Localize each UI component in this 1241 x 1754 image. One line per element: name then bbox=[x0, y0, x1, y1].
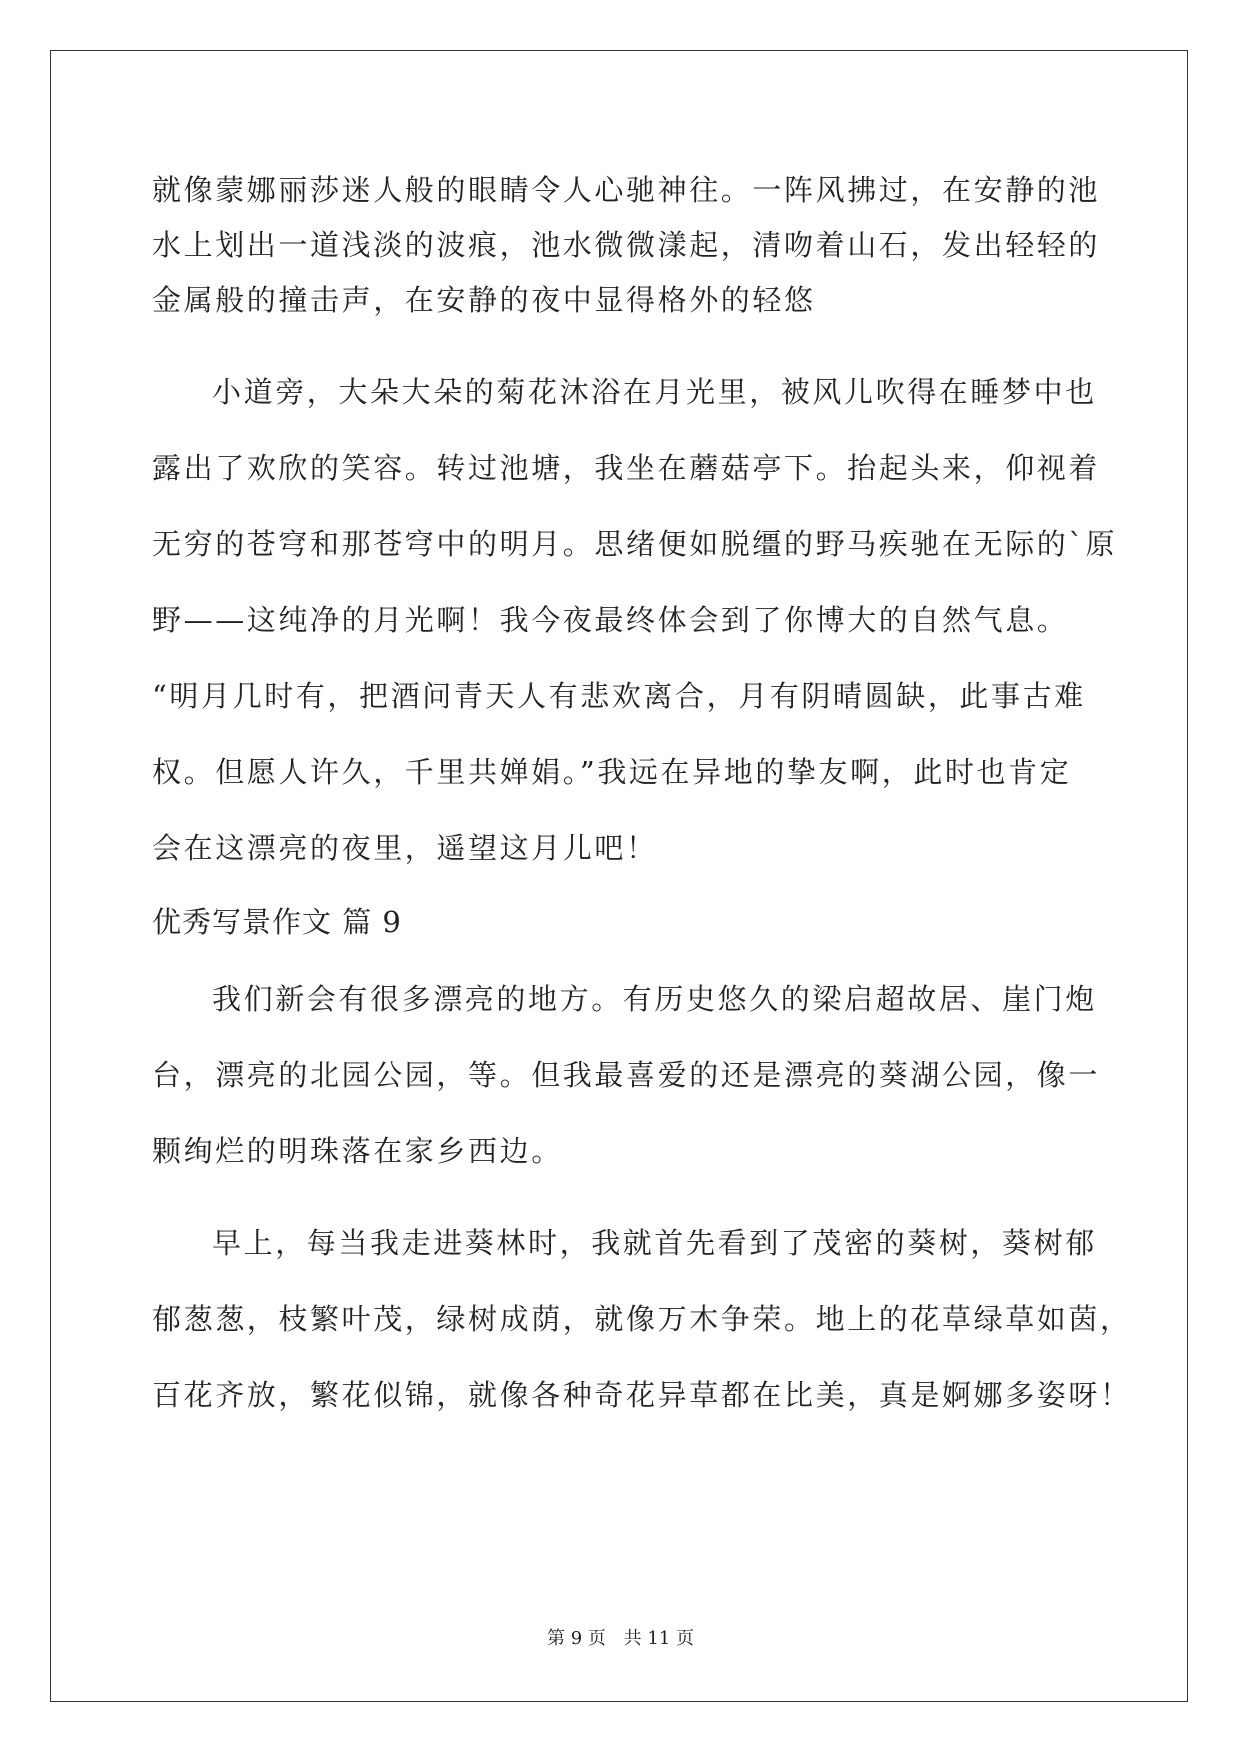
text-line: 台，漂亮的北园公园，等。但我最喜爱的还是漂亮的葵湖公园，像一 bbox=[152, 1058, 1101, 1092]
text-line: 早上，每当我走进葵林时，我就首先看到了茂密的葵树，葵树郁 bbox=[212, 1226, 1097, 1260]
text-line: 郁葱葱，枝繁叶茂，绿树成荫，就像万木争荣。地上的花草绿草如茵， bbox=[152, 1302, 1132, 1336]
page-number: 第 9 页 bbox=[547, 1628, 606, 1649]
section-heading: 优秀写景作文 篇 9 bbox=[152, 905, 402, 939]
text-line: 会在这漂亮的夜里，遥望这月儿吧！ bbox=[152, 831, 658, 865]
text-line: 小道旁，大朵大朵的菊花沐浴在月光里，被风儿吹得在睡梦中也 bbox=[212, 375, 1097, 409]
text-line: 露出了欢欣的笑容。转过池塘，我坐在蘑菇亭下。抬起头来，仰视着 bbox=[152, 451, 1101, 485]
text-line: 水上划出一道浅淡的波痕，池水微微漾起，清吻着山石，发出轻轻的 bbox=[152, 228, 1101, 262]
text-line: 权。但愿人许久，千里共婵娟。”我远在异地的挚友啊，此时也肯定 bbox=[152, 755, 1072, 789]
text-line: 无穷的苍穹和那苍穹中的明月。思绪便如脱缰的野马疾驰在无际的`原 bbox=[152, 527, 1118, 561]
text-line: “明月几时有，把酒问青天人有悲欢离合，月有阴晴圆缺，此事古难 bbox=[152, 679, 1086, 713]
text-line: 百花齐放，繁花似锦，就像各种奇花异草都在比美，真是婀娜多姿呀！ bbox=[152, 1378, 1132, 1412]
page-footer bbox=[0, 1624, 1241, 1650]
text-line: 我们新会有很多漂亮的地方。有历史悠久的梁启超故居、崖门炮 bbox=[212, 982, 1097, 1016]
text-line: 野——这纯净的月光啊！我今夜最终体会到了你博大的自然气息。 bbox=[152, 603, 1069, 637]
page-total: 共 11 页 bbox=[623, 1628, 694, 1649]
text-line: 金属般的撞击声，在安静的夜中显得格外的轻悠 bbox=[152, 283, 816, 317]
text-line: 就像蒙娜丽莎迷人般的眼睛令人心驰神往。一阵风拂过，在安静的池 bbox=[152, 173, 1101, 207]
text-line: 颗绚烂的明珠落在家乡西边。 bbox=[152, 1134, 563, 1168]
